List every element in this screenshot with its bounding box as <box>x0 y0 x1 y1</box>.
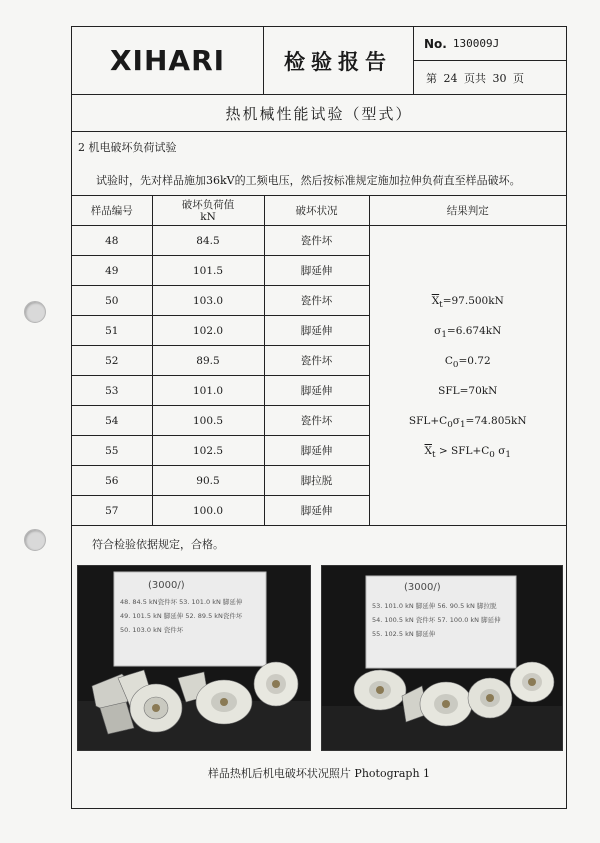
report-number-value: 130009J <box>452 37 500 50</box>
photo-right-line-1: 53. 101.0 kN 脚延伸 56. 90.5 kN 脚拉脱 <box>372 602 497 610</box>
page-number: 第 24 页共 30 页 <box>426 71 524 85</box>
binder-hole-bottom <box>24 529 46 551</box>
break-load: 101.0 <box>152 376 264 406</box>
break-status: 脚延伸 <box>264 376 369 406</box>
break-status: 脚延伸 <box>264 256 369 286</box>
break-load: 103.0 <box>152 286 264 316</box>
break-status: 瓷件坏 <box>264 346 369 376</box>
col-header-status: 破坏状况 <box>264 196 369 226</box>
sample-id: 49 <box>72 256 152 286</box>
company-logo: XIHARI <box>72 27 264 94</box>
results-table <box>72 195 566 526</box>
result-criterion: $\overline{X}_t > SFL+C_0$ $\sigma_1$ <box>424 444 511 460</box>
break-load: 89.5 <box>152 346 264 376</box>
break-load: 102.5 <box>152 436 264 466</box>
break-status: 瓷件坏 <box>264 286 369 316</box>
break-load: 102.0 <box>152 316 264 346</box>
break-load: 101.5 <box>152 256 264 286</box>
break-load: 100.0 <box>152 496 264 526</box>
col-header-sample: 样品编号 <box>72 196 152 226</box>
result-c0: $C_0=0.72$ <box>444 354 491 370</box>
photo-right-line-3: 55. 102.5 kN 脚延伸 <box>372 630 436 638</box>
break-status: 脚拉脱 <box>264 466 369 496</box>
break-load: 84.5 <box>152 226 264 256</box>
sample-id: 56 <box>72 466 152 496</box>
sample-id: 54 <box>72 406 152 436</box>
sample-id: 53 <box>72 376 152 406</box>
break-status: 瓷件坏 <box>264 226 369 256</box>
sample-id: 55 <box>72 436 152 466</box>
photo-right <box>321 565 563 751</box>
photo-caption: 样品热机后机电破坏状况照片 Photograph 1 <box>207 767 431 780</box>
photo-left <box>77 565 311 751</box>
break-status: 脚延伸 <box>264 496 369 526</box>
photo-right-line-2: 54. 100.5 kN 瓷件坏 57. 100.0 kN 脚延伸 <box>372 616 501 624</box>
binder-hole-top <box>24 301 46 323</box>
photo-left-line-2: 49. 101.5 kN 脚延伸 52. 89.5 kN瓷件坏 <box>120 612 243 620</box>
break-status: 脚延伸 <box>264 436 369 466</box>
photo-left-heading: (3000/) <box>148 580 185 591</box>
result-judgement <box>369 226 566 526</box>
photo-right-heading: (3000/) <box>404 582 441 593</box>
break-status: 脚延伸 <box>264 316 369 346</box>
sample-id: 57 <box>72 496 152 526</box>
sample-id: 51 <box>72 316 152 346</box>
photo-left-image <box>78 566 310 750</box>
sample-id: 48 <box>72 226 152 256</box>
test-description: 试验时，先对样品施加36kV的工频电压，然后按标准规定施加拉伸负荷直至样品破坏。 <box>96 174 521 187</box>
col-header-result: 结果判定 <box>369 196 566 226</box>
page-indicator <box>414 61 566 94</box>
result-sfl: SFL=70kN <box>438 384 498 397</box>
conclusion-text: 符合检验依据规定，合格。 <box>92 538 224 551</box>
report-number <box>414 27 566 61</box>
break-load: 100.5 <box>152 406 264 436</box>
result-mean: $\overline{X}_t=97.500kN$ <box>431 294 504 310</box>
result-sigma: $\sigma_1=6.674kN$ <box>434 324 502 340</box>
report-page <box>71 26 567 809</box>
break-status: 瓷件坏 <box>264 406 369 436</box>
break-load: 90.5 <box>152 466 264 496</box>
photo-right-image <box>322 566 562 750</box>
report-header <box>72 27 566 95</box>
sample-id: 52 <box>72 346 152 376</box>
table-row <box>72 226 566 256</box>
col-header-load: 破坏负荷值 kN <box>152 196 264 226</box>
report-title: 检验报告 <box>263 27 414 94</box>
section-title: 热机械性能试验（型式） <box>72 95 566 132</box>
photo-left-line-3: 50. 103.0 kN 瓷件坏 <box>120 626 184 634</box>
result-combo: $SFL+C_0\sigma_1=74.805kN$ <box>408 414 527 430</box>
report-number-label: No. <box>424 36 447 51</box>
subsection-heading: 2 机电破坏负荷试验 <box>78 141 177 154</box>
sample-id: 50 <box>72 286 152 316</box>
photo-left-line-1: 48. 84.5 kN瓷件坏 53. 101.0 kN 脚延伸 <box>120 598 243 606</box>
